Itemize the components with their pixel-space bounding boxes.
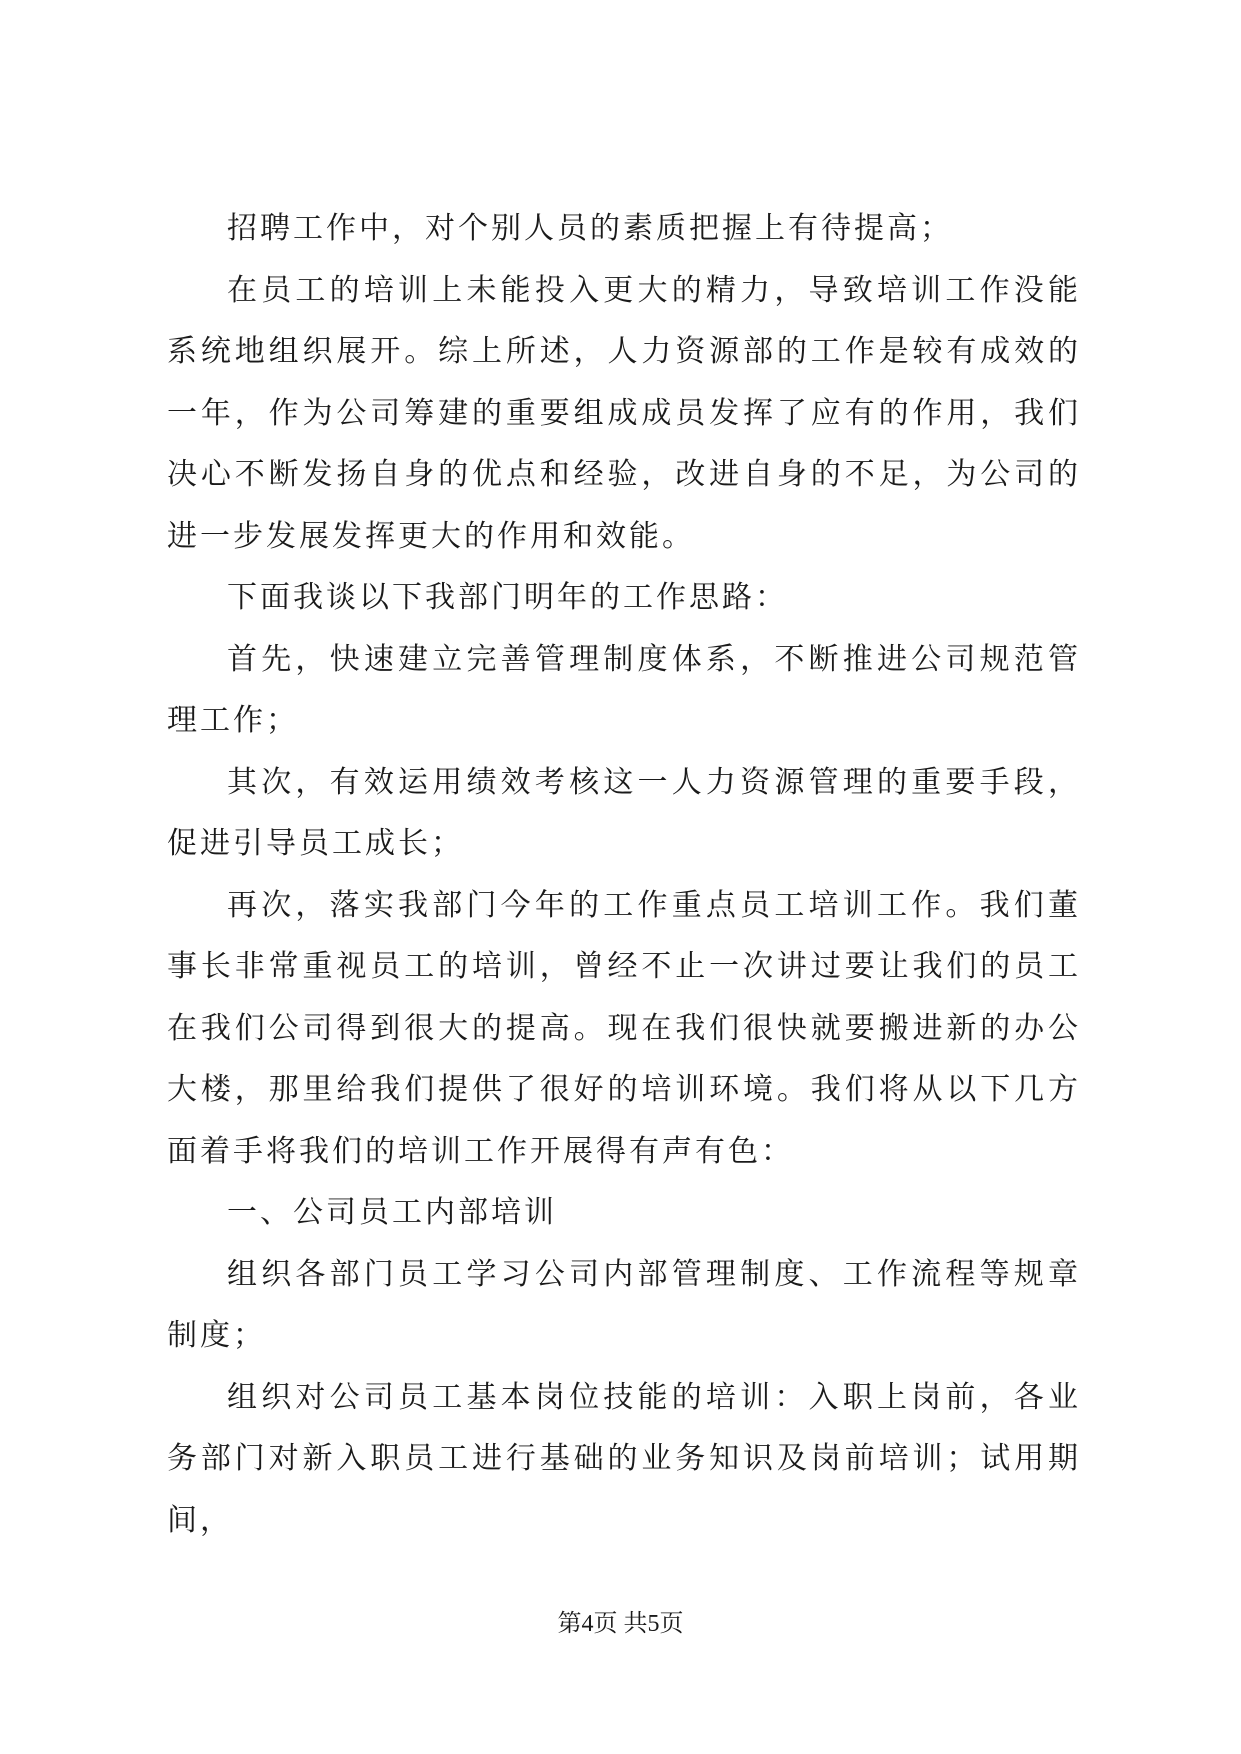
paragraph-training-summary: 在员工的培训上未能投入更大的精力，导致培训工作没能系统地组织展开。综上所述，人力资源部的工作是较有成效的一年，作为公司筹建的重要组成成员发挥了应有的作用，我们决心不断发扬自身的优点和经验，改进自身的不足，为公司的进一步发展发挥更大的作用和效能。	[167, 272, 1081, 554]
document-body	[167, 198, 1081, 1551]
page-number-footer: 第4页 共5页	[557, 1611, 684, 1637]
paragraph-skills-training: 组织对公司员工基本岗位技能的培训：入职上岗前，各业务部门对新入职员工进行基础的业务知识及岗前培训；试用期间，	[167, 1379, 1081, 1538]
paragraph-first: 首先，快速建立完善管理制度体系，不断推进公司规范管理工作；	[167, 641, 1081, 738]
paragraph-second: 其次，有效运用绩效考核这一人力资源管理的重要手段，促进引导员工成长；	[167, 764, 1081, 861]
paragraph-rules-study: 组织各部门员工学习公司内部管理制度、工作流程等规章制度；	[167, 1256, 1081, 1353]
section-heading-internal-training: 一、公司员工内部培训	[227, 1195, 557, 1230]
paragraph-recruitment: 招聘工作中，对个别人员的素质把握上有待提高；	[227, 211, 953, 246]
paragraph-work-plan-intro: 下面我谈以下我部门明年的工作思路：	[227, 580, 788, 615]
paragraph-third: 再次，落实我部门今年的工作重点员工培训工作。我们董事长非常重视员工的培训，曾经不止一次讲过要让我们的员工在我们公司得到很大的提高。现在我们很快就要搬进新的办公大楼，那里给我们提供了很好的培训环境。我们将从以下几方面着手将我们的培训工作开展得有声有色：	[167, 887, 1081, 1169]
